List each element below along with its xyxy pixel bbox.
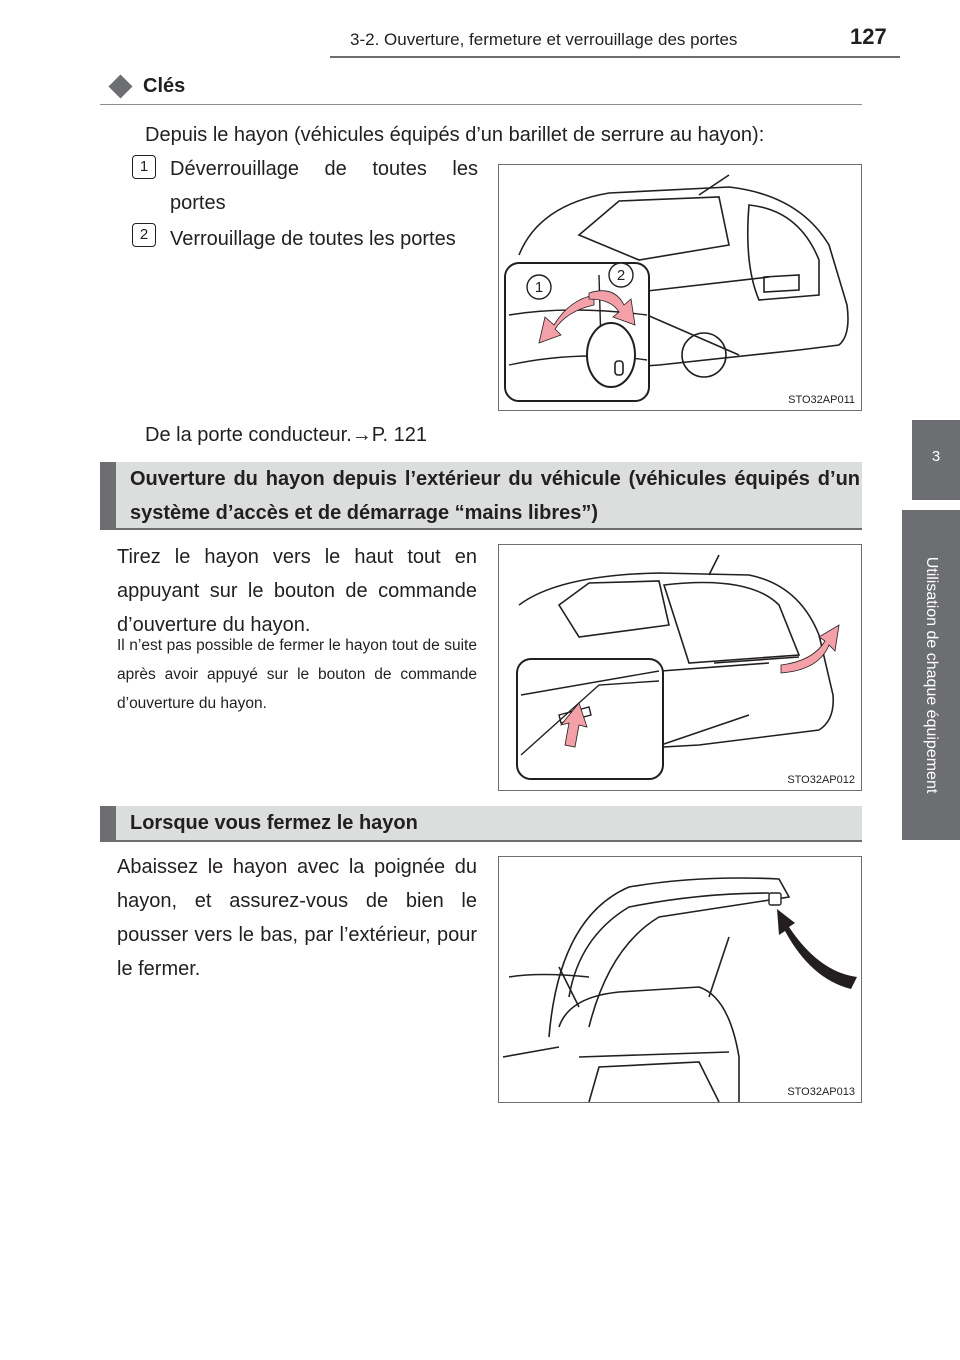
outside-opening-note: Il n’est pas possible de fermer le hayon tout de suite après avoir appuyé sur le bouton de commande d’ouverture du hayon.	[117, 637, 477, 712]
diamond-bullet-icon	[108, 74, 132, 98]
section-heading: Lorsque vous fermez le hayon	[130, 812, 418, 834]
figure-key-lock	[498, 164, 862, 411]
figure-liftgate-opener	[498, 544, 862, 791]
closing-text: Abaissez le hayon avec la poignée du hayon, et assurez-vous de bien le pousser vers le bas, par l’extérieur, pour le fermer.	[117, 856, 477, 980]
figure-code: STO32AP012	[787, 774, 855, 786]
section-bar-closing	[100, 806, 862, 842]
page-number: 127	[850, 24, 887, 49]
keys-heading: Clés	[143, 75, 186, 97]
item-number-badge: 2	[132, 223, 156, 247]
figure-liftgate-closing	[498, 856, 862, 1103]
liftgate-closing-illustration	[499, 857, 861, 1102]
section-heading: Ouverture du hayon depuis l’extérieur du véhicule (véhicules équipés d’un système d’accès et de démarrage “mains libres”)	[130, 468, 860, 524]
figure-code: STO32AP013	[787, 1086, 855, 1098]
unlock-all-doors-text: Déverrouillage de toutes les portes	[170, 158, 478, 214]
chapter-tab-number: 3	[912, 420, 960, 500]
running-header: 3-2. Ouverture, fermeture et verrouillage des portes	[350, 30, 738, 49]
keys-intro: Depuis le hayon (véhicules équipés d’un barillet de serrure au hayon):	[145, 124, 765, 146]
callout-2: 2	[616, 267, 626, 284]
car-rear-key-illustration	[499, 165, 861, 410]
callout-1: 1	[534, 279, 544, 296]
liftgate-button-illustration	[499, 545, 861, 790]
header-rule	[330, 56, 900, 58]
chapter-tab	[902, 510, 960, 840]
item-number-badge: 1	[132, 155, 156, 179]
section-bar-outside-opening	[100, 462, 862, 530]
keys-heading-rule	[100, 104, 862, 105]
chapter-tab-label: Utilisation de chaque équipement	[923, 556, 940, 794]
lock-all-doors-text: Verrouillage de toutes les portes	[170, 228, 456, 250]
figure-code: STO32AP011	[788, 394, 855, 406]
outside-opening-text: Tirez le hayon vers le haut tout en appuyant sur le bouton de commande d’ouverture du hayon.	[117, 546, 477, 636]
driver-door-reference: De la porte conducteur.→P. 121	[145, 424, 428, 446]
